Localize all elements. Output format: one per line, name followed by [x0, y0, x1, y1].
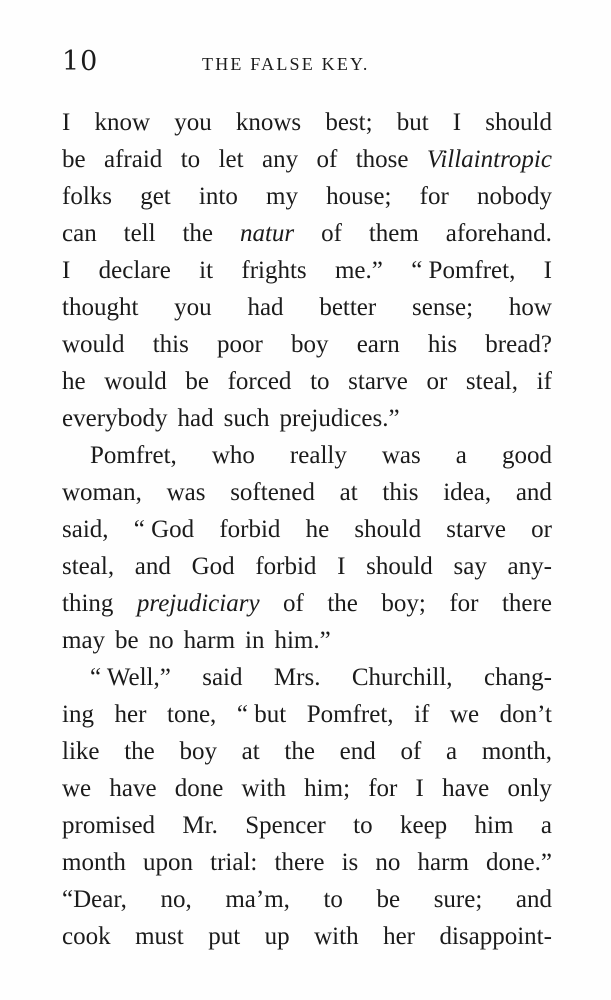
word: folks	[62, 183, 112, 210]
word: chang-	[483, 664, 552, 691]
word: ma’m,	[225, 886, 290, 913]
word: forced	[227, 368, 292, 395]
word: was	[166, 479, 206, 506]
word: “ but	[236, 701, 287, 728]
word: of	[316, 146, 338, 173]
word: declare	[98, 257, 171, 284]
word: “ Well,”	[90, 664, 171, 691]
text-line	[62, 215, 552, 252]
word: have	[442, 775, 490, 802]
word: can	[62, 220, 97, 247]
word: keep	[399, 812, 448, 839]
word: trial:	[210, 849, 258, 876]
word: done.”	[486, 849, 552, 876]
word: at	[241, 738, 260, 765]
word: a	[540, 812, 552, 839]
word: a	[446, 738, 458, 765]
text-line	[62, 326, 552, 363]
text-line	[62, 363, 552, 400]
word: boy	[291, 331, 329, 358]
word: house;	[326, 183, 392, 210]
text-line	[62, 548, 552, 585]
text-line	[62, 733, 552, 770]
word: month	[62, 849, 126, 876]
text-line	[62, 770, 552, 807]
word: starve	[446, 516, 506, 543]
word: he	[305, 516, 330, 543]
word: to	[310, 368, 330, 395]
word: end	[339, 738, 376, 765]
word: aforehand.	[445, 220, 552, 247]
word: harm	[183, 627, 236, 654]
word: everybody	[62, 405, 168, 432]
word: the	[182, 220, 214, 247]
text-line	[62, 511, 552, 548]
word: but	[396, 109, 429, 136]
word: thing	[62, 590, 114, 617]
word: earn	[356, 331, 400, 358]
word: bread?	[485, 331, 552, 358]
word: I	[62, 257, 71, 284]
word: Churchill,	[351, 664, 453, 691]
word: be	[115, 627, 139, 654]
word: done	[174, 775, 224, 802]
word: nobody	[476, 183, 552, 210]
word: “Dear,	[62, 886, 127, 913]
word: softened	[230, 479, 315, 506]
word: tell	[123, 220, 156, 247]
text-line	[62, 622, 552, 659]
word: such	[223, 405, 270, 432]
word: knows	[235, 109, 302, 136]
word: if	[536, 368, 552, 395]
word: frights	[241, 257, 307, 284]
word: with	[314, 923, 359, 950]
word: put	[208, 923, 241, 950]
word: this	[382, 479, 419, 506]
word: Mrs.	[273, 664, 321, 691]
word: her	[383, 923, 415, 950]
word: you	[174, 109, 212, 136]
word: into	[198, 183, 238, 210]
word: up	[264, 923, 290, 950]
word: my	[266, 183, 298, 210]
word: a	[455, 442, 467, 469]
word: must	[135, 923, 184, 950]
word: prejudiciary	[136, 590, 260, 617]
word: know	[94, 109, 151, 136]
word: good	[501, 442, 552, 469]
word: starve	[348, 368, 408, 395]
word: Villaintropic	[426, 146, 552, 173]
word: like	[62, 738, 100, 765]
word: to	[353, 812, 373, 839]
word: was	[381, 442, 421, 469]
word: should	[366, 553, 433, 580]
word: have	[109, 775, 157, 802]
word: woman,	[62, 479, 142, 506]
word: harm	[417, 849, 469, 876]
word: and	[134, 553, 171, 580]
word: Spencer	[245, 812, 326, 839]
word: sure;	[433, 886, 483, 913]
word: poor	[217, 331, 263, 358]
word: let	[218, 146, 244, 173]
word: month,	[481, 738, 552, 765]
word: there	[501, 590, 552, 617]
word: best;	[325, 109, 373, 136]
word: I	[337, 553, 346, 580]
word: Mr.	[182, 812, 218, 839]
word: to	[180, 146, 201, 173]
word: be	[376, 886, 401, 913]
word: her	[114, 701, 147, 728]
word: I	[415, 775, 424, 802]
word: steal,	[62, 553, 115, 580]
word: or	[531, 516, 552, 543]
word: Pomfret,	[90, 442, 177, 469]
word: if	[414, 701, 430, 728]
word: don’t	[499, 701, 552, 728]
text-line	[62, 252, 552, 289]
word: would	[62, 331, 125, 358]
word: his	[427, 331, 458, 358]
word: for	[419, 183, 449, 210]
text-line	[62, 585, 552, 622]
word: only	[507, 775, 552, 802]
word: of	[321, 220, 342, 247]
page-header	[62, 46, 548, 78]
word: him;	[304, 775, 351, 802]
text-line	[62, 807, 552, 844]
word: ing	[62, 701, 94, 728]
word: who	[211, 442, 255, 469]
word: Pomfret,	[306, 701, 394, 728]
word: the	[327, 590, 358, 617]
word: said,	[62, 516, 109, 543]
word: had	[247, 294, 284, 321]
word: no,	[160, 886, 192, 913]
body-text	[62, 104, 552, 955]
word: forbid	[255, 553, 317, 580]
word: I	[543, 257, 552, 284]
word: really	[289, 442, 347, 469]
word: is	[341, 849, 359, 876]
word: them	[368, 220, 419, 247]
word: sense;	[412, 294, 474, 321]
word: the	[284, 738, 315, 765]
text-line	[62, 474, 552, 511]
word: he	[62, 368, 86, 395]
word: this	[152, 331, 189, 358]
word: how	[508, 294, 552, 321]
word: you	[174, 294, 212, 321]
word: me.”	[334, 257, 383, 284]
word: any-	[507, 553, 552, 580]
word: to	[323, 886, 343, 913]
text-line	[62, 881, 552, 918]
word: or	[426, 368, 448, 395]
word: no	[375, 849, 401, 876]
word: I	[452, 109, 462, 136]
word: God	[191, 553, 235, 580]
text-line	[62, 437, 552, 474]
word: promised	[62, 812, 156, 839]
word: disappoint-	[439, 923, 552, 950]
word: boy;	[381, 590, 426, 617]
page-number: 10	[62, 46, 99, 77]
word: no	[148, 627, 174, 654]
word: cook	[62, 923, 111, 950]
word: had	[177, 405, 214, 432]
text-line	[62, 178, 552, 215]
word: in	[245, 627, 265, 654]
word: say	[453, 553, 487, 580]
word: steal,	[465, 368, 518, 395]
text-line	[62, 104, 552, 141]
text-line	[62, 659, 552, 696]
text-line	[62, 844, 552, 881]
word: him	[474, 812, 514, 839]
word: and	[515, 886, 552, 913]
text-line	[62, 289, 552, 326]
word: at	[339, 479, 358, 506]
word: better	[319, 294, 377, 321]
word: we	[62, 775, 92, 802]
word: of	[400, 738, 422, 765]
word: “ Pomfret,	[411, 257, 516, 284]
text-line	[62, 918, 552, 955]
word: be	[185, 368, 209, 395]
word: thought	[62, 294, 139, 321]
word: those	[355, 146, 409, 173]
word: forbid	[219, 516, 281, 543]
word: of	[283, 590, 304, 617]
word: should	[354, 516, 422, 543]
word: idea,	[443, 479, 492, 506]
word: said	[202, 664, 243, 691]
word: and	[515, 479, 552, 506]
word: would	[104, 368, 167, 395]
word: “ God	[133, 516, 195, 543]
word: should	[485, 109, 552, 136]
word: for	[449, 590, 479, 617]
running-title: THE FALSE KEY.	[202, 54, 370, 74]
word: natur	[239, 220, 295, 247]
text-line	[62, 141, 552, 178]
word: for	[368, 775, 398, 802]
word: be	[62, 146, 86, 173]
word: afraid	[104, 146, 163, 173]
word: may	[62, 627, 106, 654]
word: get	[140, 183, 171, 210]
word: prejudices.”	[279, 405, 400, 432]
word: I	[62, 109, 71, 136]
word: upon	[143, 849, 194, 876]
word: there	[274, 849, 325, 876]
word: with	[241, 775, 286, 802]
word: it	[199, 257, 214, 284]
text-line	[62, 696, 552, 733]
word: tone,	[167, 701, 217, 728]
word: the	[124, 738, 155, 765]
word: we	[449, 701, 480, 728]
word: boy	[179, 738, 217, 765]
word: any	[261, 146, 299, 173]
word: him.”	[274, 627, 331, 654]
text-line	[62, 400, 552, 437]
